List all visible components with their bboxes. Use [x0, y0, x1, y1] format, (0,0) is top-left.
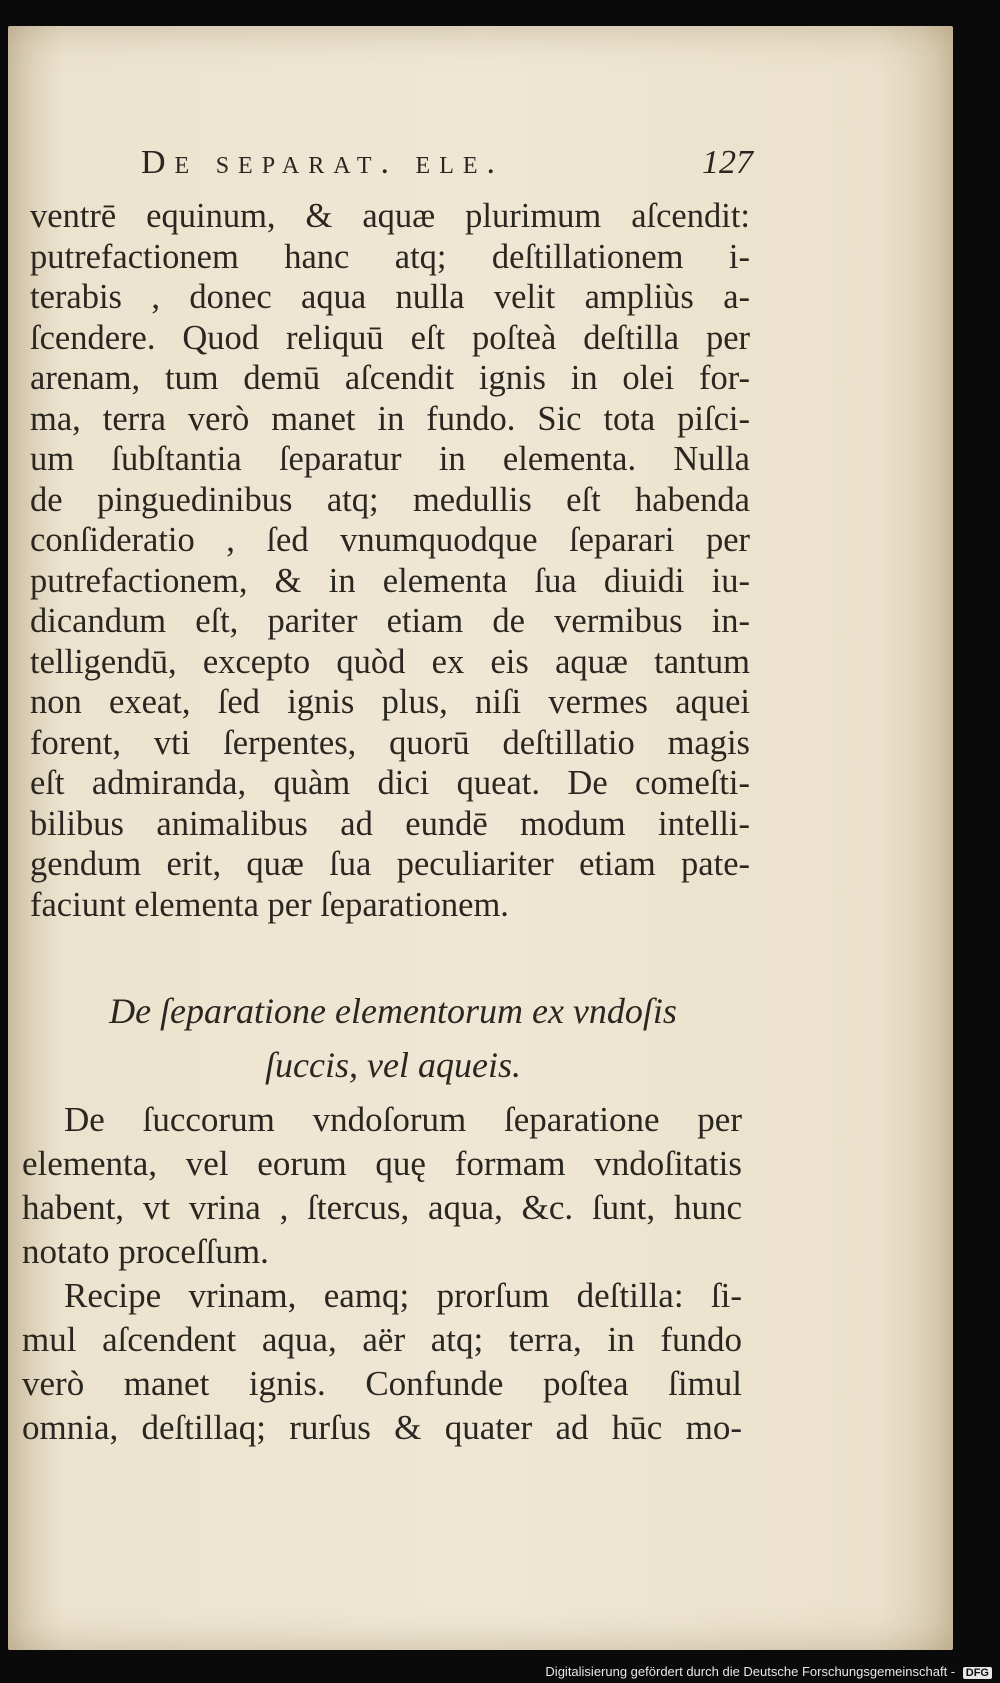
text-line: ma, terra verò manet in fundo. Sic tota piſci- — [30, 399, 750, 438]
running-title: De separat. ele. — [141, 144, 505, 181]
credit-text: Digitalisierung gefördert durch die Deutsche Forschungsgemeinschaft - — [545, 1664, 956, 1679]
text-line: putrefactionem hanc atq; deſtillationem i- — [30, 237, 750, 276]
text-line: faciunt elementa per ſeparationem. — [30, 885, 509, 924]
text-line: elementa, vel eorum quę formam vndoſitatis — [22, 1144, 742, 1183]
text-line: forent, vti ſerpentes, quorū deſtillatio magis — [30, 723, 750, 762]
text-line: ventrē equinum, & aquæ plurimum aſcendit: — [30, 197, 750, 235]
page-header — [133, 144, 753, 188]
text-line: verò manet ignis. Confunde poſtea ſimul — [22, 1364, 742, 1403]
text-line: notato proceſſum. — [22, 1232, 269, 1271]
dfg-logo-icon: DFG — [963, 1667, 992, 1679]
section-heading-line-1: De ſeparatione elementorum ex vndoſis — [109, 991, 677, 1031]
book-page — [8, 26, 953, 1650]
text-line: Recipe vrinam, eamq; prorſum deſtilla: ſi- — [64, 1276, 742, 1315]
text-line: telligendū, excepto quòd ex eis aquæ tantum — [30, 642, 750, 681]
paragraph-2 — [22, 1098, 742, 1274]
digitization-credit — [545, 1664, 992, 1679]
text-line: conſideratio , ſed vnumquodque ſeparari per — [30, 521, 750, 559]
text-line: dicandum eſt, pariter etiam de vermibus in- — [30, 602, 750, 640]
text-line: gendum erit, quæ ſua peculiariter etiam pate- — [30, 845, 750, 883]
page-number: 127 — [702, 144, 753, 181]
text-line: terabis , donec aqua nulla velit ampliùs a- — [30, 278, 750, 316]
text-line: De ſuccorum vndoſorum ſeparatione per — [64, 1100, 742, 1139]
section-heading — [28, 984, 758, 1092]
text-line: habent, vt vrina , ſtercus, aqua, &c. ſunt, hunc — [22, 1188, 742, 1227]
text-line: omnia, deſtillaq; rurſus & quater ad hūc mo- — [22, 1408, 742, 1447]
text-line: arenam, tum demū aſcendit ignis in olei for- — [30, 359, 750, 397]
text-line: putrefactionem, & in elementa ſua diuidi iu- — [30, 561, 750, 600]
section-heading-line-2: ſuccis, vel aqueis. — [265, 1045, 521, 1085]
text-line: de pinguedinibus atq; medullis eſt habenda — [30, 480, 750, 519]
text-line: um ſubſtantia ſeparatur in elementa. Nulla — [30, 440, 750, 478]
paragraph-3 — [22, 1274, 742, 1450]
text-line: ſcendere. Quod reliquū eſt poſteà deſtilla per — [30, 318, 750, 357]
text-line: eſt admiranda, quàm dici queat. De comeſti- — [30, 764, 750, 802]
text-line: non exeat, ſed ignis plus, niſi vermes aquei — [30, 683, 750, 721]
paragraph-1 — [30, 196, 750, 925]
text-line: mul aſcendent aqua, aër atq; terra, in fundo — [22, 1320, 742, 1359]
text-line: bilibus animalibus ad eundē modum intelli- — [30, 804, 750, 843]
